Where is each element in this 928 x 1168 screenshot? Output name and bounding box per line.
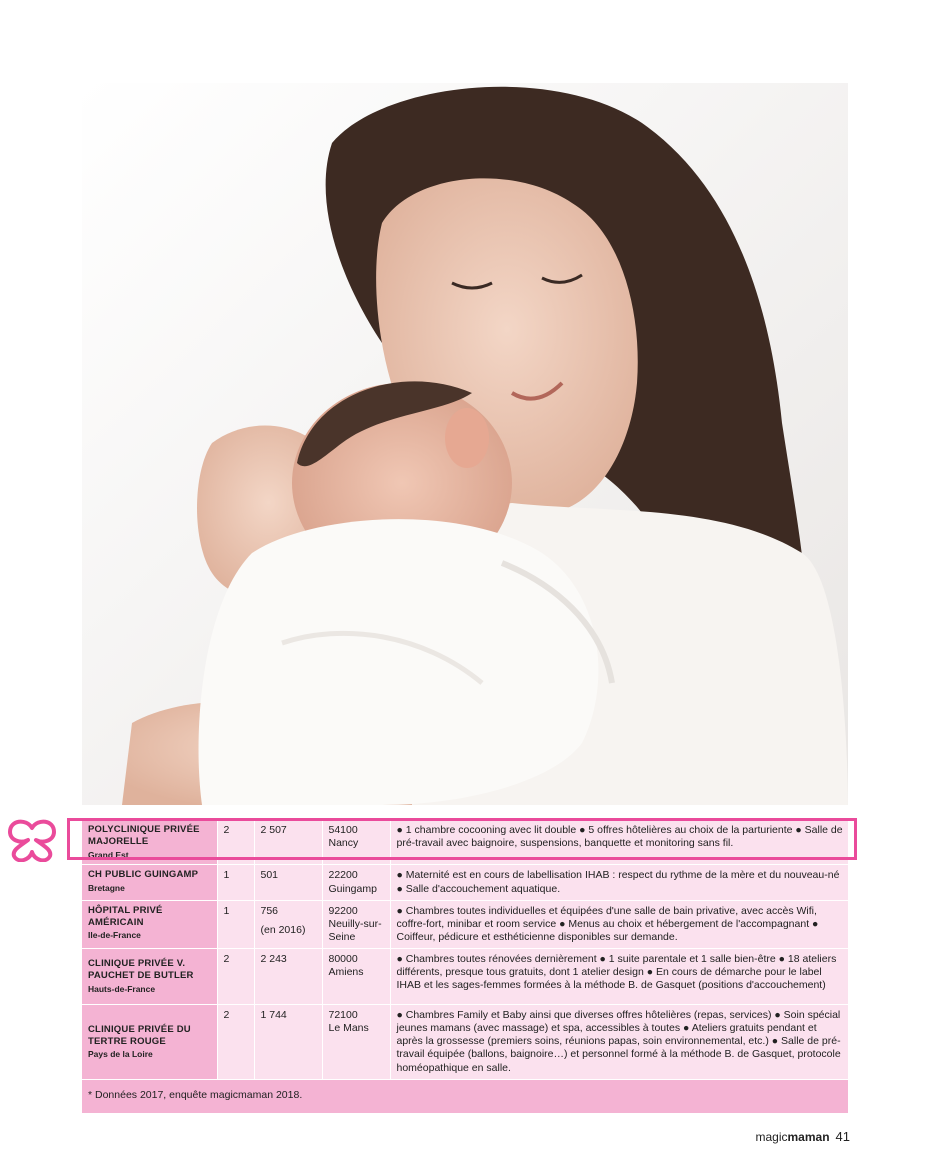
births-cell <box>254 865 322 900</box>
location-cell <box>322 865 390 900</box>
location-cell <box>322 900 390 948</box>
clinic-name: CLINIQUE PRIVÉE DU TERTRE ROUGE <box>88 1023 191 1047</box>
clinic-name-cell <box>82 900 217 948</box>
city: Nancy <box>328 837 359 850</box>
births-value: 501 <box>260 869 279 882</box>
table-row <box>82 1005 848 1080</box>
table-row <box>82 820 848 865</box>
clinic-name: CH PUBLIC GUINGAMP <box>88 869 199 881</box>
clinic-name-cell <box>82 949 217 1005</box>
clinic-region: Grand Est <box>88 849 129 860</box>
postal-code: 92200 <box>328 904 358 917</box>
table-row <box>82 949 848 1005</box>
table-row <box>82 865 848 900</box>
clinic-name: HÔPITAL PRIVÉ AMÉRICAIN <box>88 904 163 928</box>
births-value: 1 744 <box>260 1009 287 1021</box>
clinic-name-cell <box>82 1005 217 1080</box>
births-cell <box>254 1005 322 1080</box>
postal-code: 54100 <box>328 824 358 836</box>
postal-code: 22200 <box>328 869 358 882</box>
births-cell <box>254 949 322 1005</box>
postal-code: 72100 <box>328 1009 358 1021</box>
city: Guingamp <box>328 882 377 895</box>
births-cell <box>254 820 322 865</box>
births-value: 756 <box>260 904 279 917</box>
features-cell: ● Chambres toutes rénovées dernièrement ● 1 suite parentale et 1 salle bien-être ● 18 ateliers différents, presque tous gratuits, dont 1 atelier design ● En cours de démarche pour le label IHAB et les sages-femmes formées à la méthode B. de Gasquet (positions d'accouchement) <box>390 949 848 1005</box>
features-cell: ● Chambres Family et Baby ainsi que diverses offres hôtelières (repas, services) ● Soin spécial jeunes mamans (avec massage) et spa, accessibles à toutes ● Ateliers gratuits pendant et après la grossesse (premiers soins, réunions papas, soin environnemental, etc.) ● Salle de pré-travail équipée (ballons, baignoire…) et personnel formé à la méthode B. de Gasquet, protocole homéopathique en salle. <box>390 1005 848 1080</box>
brand-maman: maman <box>787 1130 830 1144</box>
clinic-name: POLYCLINIQUE PRIVÉE MAJORELLE <box>88 824 200 847</box>
rooms-cell: 2 <box>217 949 254 1005</box>
births-value: 2 507 <box>260 824 287 836</box>
features-cell: ● 1 chambre cocooning avec lit double ● 5 offres hôtelières au choix de la parturiente ● Salle de pré-travail avec baignoire, suspensions, banquette et monitoring sans fil. <box>390 820 848 865</box>
births-value: 2 243 <box>260 953 287 965</box>
page-number: 41 <box>835 1129 850 1144</box>
postal-code: 80000 <box>328 953 358 965</box>
hero-photo <box>82 83 848 805</box>
features-cell: ● Chambres toutes individuelles et équipées d'une salle de bain privative, avec accès Wifi, coffre-fort, minibar et room service ● Menus au choix et hébergement de l'accompagnant ● Coiffeur, pédicure et esthéticienne disponibles sur demande. <box>390 900 848 948</box>
page-footer <box>755 1129 850 1144</box>
table-row <box>82 900 848 948</box>
clinic-name: CLINIQUE PRIVÉE V. PAUCHET DE BUTLER <box>88 958 194 982</box>
clinic-name-cell <box>82 820 217 865</box>
rooms-cell: 1 <box>217 900 254 948</box>
footnote: * Données 2017, enquête magicmaman 2018. <box>82 1080 848 1113</box>
clinic-name-cell <box>82 865 217 900</box>
city: Le Mans <box>328 1022 369 1035</box>
maternity-table <box>82 820 848 1113</box>
city: Amiens <box>328 966 364 979</box>
rooms-cell: 1 <box>217 865 254 900</box>
location-cell <box>322 949 390 1005</box>
features-cell: ● Maternité est en cours de labellisation IHAB : respect du rythme de la mère et du nouveau-né ● Salle d'accouchement aquatique. <box>390 865 848 900</box>
city: Neuilly-sur-Seine <box>328 917 382 943</box>
location-cell <box>322 1005 390 1080</box>
rooms-cell: 2 <box>217 1005 254 1080</box>
births-note: (en 2016) <box>260 923 306 936</box>
clinic-region: Bretagne <box>88 883 125 894</box>
heart-logo-icon <box>6 818 58 862</box>
clinic-region: Pays de la Loire <box>88 1049 153 1060</box>
clinic-region: Ile-de-France <box>88 930 141 941</box>
births-cell <box>254 900 322 948</box>
location-cell <box>322 820 390 865</box>
rooms-cell: 2 <box>217 820 254 865</box>
brand-magic: magic <box>755 1130 788 1144</box>
clinic-region: Hauts-de-France <box>88 984 156 995</box>
